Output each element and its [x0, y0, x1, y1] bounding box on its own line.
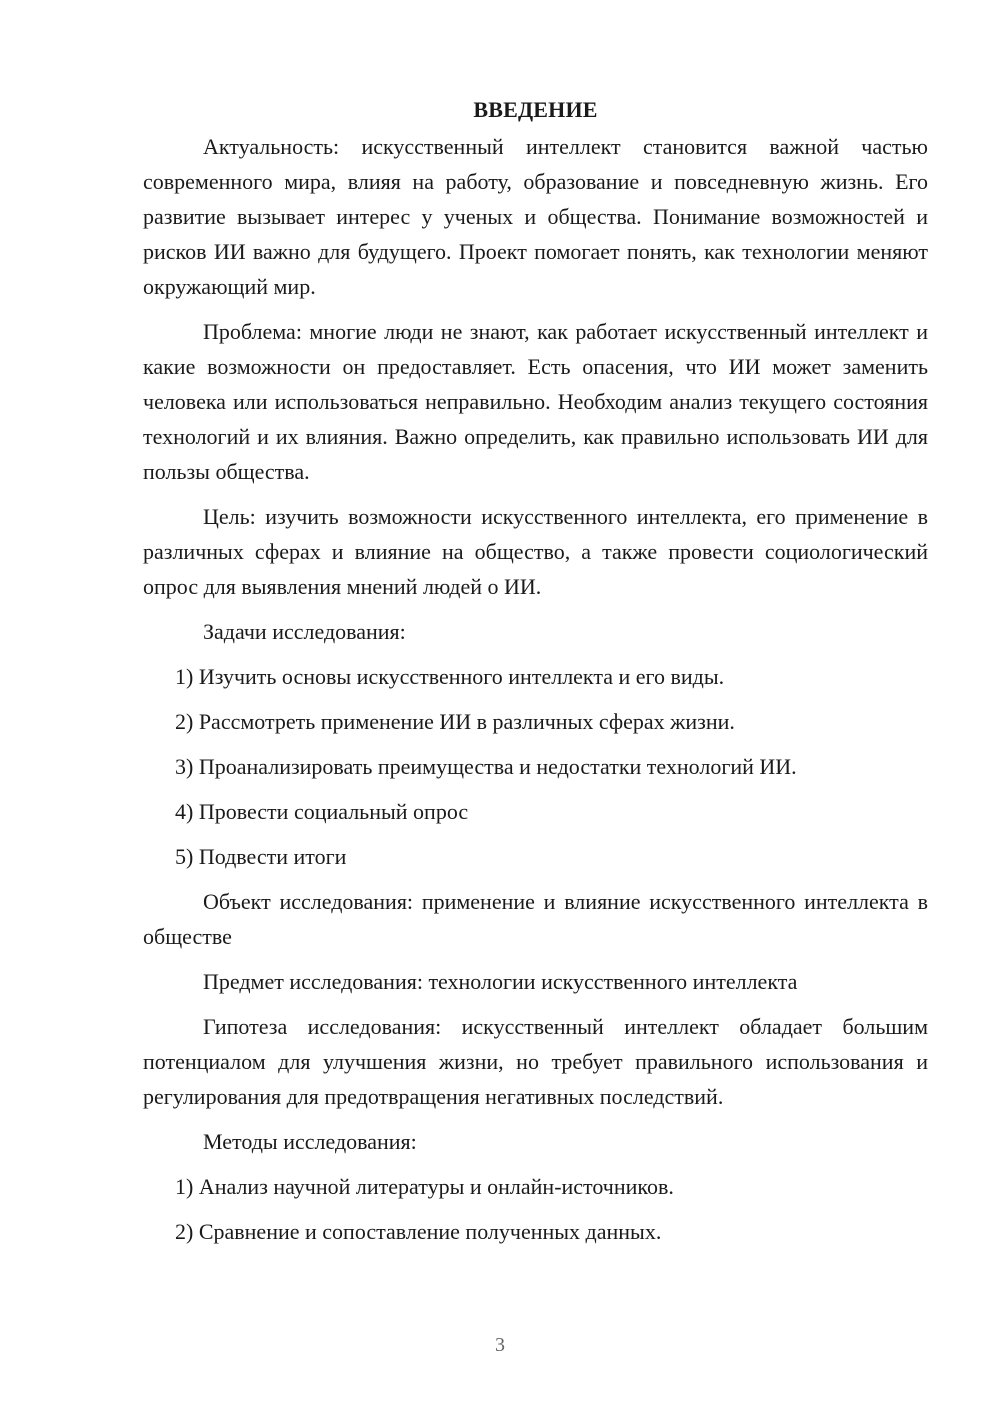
list-item: 3) Проанализировать преимущества и недостатки технологий ИИ.: [175, 754, 797, 779]
tasks-list: [143, 659, 928, 874]
page-title: ВВЕДЕНИЕ: [473, 97, 598, 122]
document-page: [143, 92, 928, 1259]
object-paragraph: Объект исследования: применение и влияние искусственного интеллекта в обществе: [143, 889, 928, 949]
goal-paragraph: Цель: изучить возможности искусственного интеллекта, его применение в различных сферах и влияние на общество, а также провести социологический опрос для выявления мнений людей о ИИ.: [143, 504, 928, 599]
methods-heading: Методы исследования:: [203, 1129, 417, 1154]
relevance-paragraph: Актуальность: искусственный интеллект становится важной частью современного мира, влияя на работу, образование и повседневную жизнь. Его развитие вызывает интерес у ученых и общества. Понимание возможностей и рисков ИИ важно для будущего. Проект помогает понять, как технологии меняют окружающий мир.: [143, 134, 928, 299]
list-item: 1) Изучить основы искусственного интеллекта и его виды.: [175, 664, 725, 689]
list-item: 2) Сравнение и сопоставление полученных данных.: [175, 1219, 662, 1244]
problem-paragraph: Проблема: многие люди не знают, как работает искусственный интеллект и какие возможности он предоставляет. Есть опасения, что ИИ может заменить человека или использоваться неправильно. Необходим анализ текущего состояния технологий и их влияния. Важно определить, как правильно использовать ИИ для пользы общества.: [143, 319, 928, 484]
hypothesis-paragraph: Гипотеза исследования: искусственный интеллект обладает большим потенциалом для улучшения жизни, но требует правильного использования и регулирования для предотвращения негативных последствий.: [143, 1014, 928, 1109]
methods-list: [143, 1169, 928, 1249]
list-item: 4) Провести социальный опрос: [175, 799, 469, 824]
list-item: 1) Анализ научной литературы и онлайн-источников.: [175, 1174, 674, 1199]
page-number: 3: [495, 1334, 505, 1356]
list-item: 2) Рассмотреть применение ИИ в различных сферах жизни.: [175, 709, 735, 734]
subject-paragraph: Предмет исследования: технологии искусственного интеллекта: [203, 969, 798, 994]
tasks-heading: Задачи исследования:: [203, 619, 406, 644]
list-item: 5) Подвести итоги: [175, 844, 347, 869]
